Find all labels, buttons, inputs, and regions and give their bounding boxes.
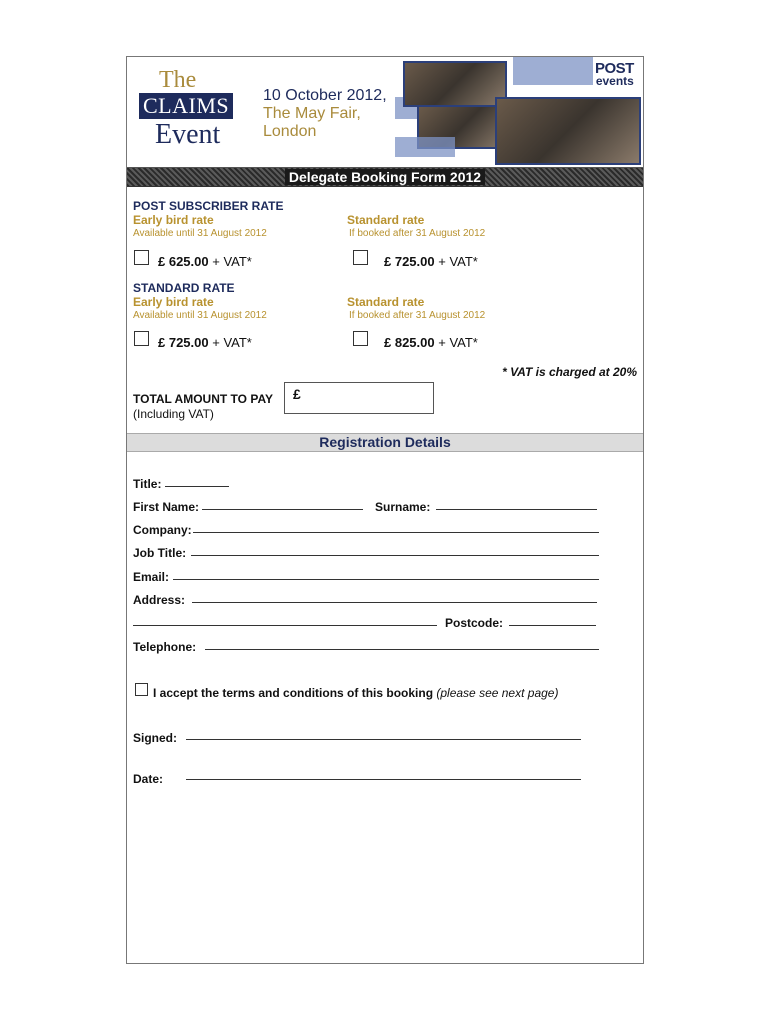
title-label: Title: (133, 477, 162, 491)
terms-checkbox[interactable] (135, 683, 148, 696)
subscriber-standard-checkbox[interactable] (353, 250, 368, 265)
postcode-field[interactable] (509, 625, 596, 626)
terms-statement: I accept the terms and conditions of this booking (153, 686, 434, 700)
email-field[interactable] (173, 579, 599, 580)
subscriber-standard-price: £ 725.00 (384, 254, 435, 269)
subscriber-standard-label: Standard rate (347, 213, 425, 227)
brand-events: events (595, 74, 634, 88)
event-dateline (263, 87, 387, 141)
logo-claims: CLAIMS (139, 93, 233, 119)
surname-label: Surname: (375, 500, 431, 514)
subscriber-standard-sub: If booked after 31 August 2012 (349, 228, 486, 239)
vat-suffix: + VAT* (438, 254, 478, 269)
booking-form-title: Delegate Booking Form 2012 (285, 169, 485, 185)
subscriber-early-price-row (158, 254, 252, 269)
telephone-field[interactable] (205, 649, 599, 650)
subscriber-early-sub: Available until 31 August 2012 (133, 228, 267, 239)
standard-standard-price: £ 825.00 (384, 335, 435, 350)
logo-the: The (159, 67, 197, 93)
date-label: Date: (133, 772, 164, 786)
brand-post: POST (595, 60, 634, 77)
subscriber-standard-price-row (384, 254, 478, 269)
standard-early-sub: Available until 31 August 2012 (133, 310, 267, 321)
company-label: Company: (133, 523, 192, 537)
total-amount-input[interactable] (284, 382, 434, 414)
total-amount-sub: (Including VAT) (133, 407, 214, 421)
standard-early-price: £ 725.00 (158, 335, 209, 350)
signed-label: Signed: (133, 731, 177, 745)
subscriber-early-checkbox[interactable] (134, 250, 149, 265)
collage-photo (495, 97, 641, 165)
email-label: Email: (133, 570, 170, 584)
registration-title-bar (127, 433, 643, 452)
standard-standard-checkbox[interactable] (353, 331, 368, 346)
subscriber-early-price: £ 625.00 (158, 254, 209, 269)
booking-form-page (126, 56, 644, 964)
standard-standard-price-row (384, 335, 478, 350)
standard-early-label: Early bird rate (133, 295, 214, 309)
first-name-label: First Name: (133, 500, 200, 514)
company-field[interactable] (193, 532, 599, 533)
total-currency: £ (293, 386, 301, 402)
collage-tile (513, 57, 593, 85)
collage-photo (403, 61, 507, 107)
subscriber-rate-heading: POST SUBSCRIBER RATE (133, 199, 284, 213)
surname-field[interactable] (436, 509, 597, 510)
vat-suffix: + VAT* (212, 254, 252, 269)
registration-title: Registration Details (319, 434, 451, 450)
standard-rate-heading: STANDARD RATE (133, 281, 235, 295)
terms-note: (please see next page) (436, 686, 559, 700)
first-name-field[interactable] (202, 509, 363, 510)
vat-note: * VAT is charged at 20% (502, 365, 637, 379)
address-line-2-field[interactable] (133, 625, 437, 626)
date-field[interactable] (186, 779, 581, 780)
subscriber-early-label: Early bird rate (133, 213, 214, 227)
standard-standard-sub: If booked after 31 August 2012 (349, 310, 486, 321)
standard-early-price-row (158, 335, 252, 350)
event-date: 10 October 2012, (263, 87, 387, 104)
total-amount-label: TOTAL AMOUNT TO PAY (133, 392, 274, 406)
job-title-field[interactable] (191, 555, 599, 556)
vat-suffix: + VAT* (212, 335, 252, 350)
logo-event: Event (155, 119, 221, 150)
title-field[interactable] (165, 486, 229, 487)
address-label: Address: (133, 593, 186, 607)
event-city: London (263, 123, 317, 140)
vat-suffix: + VAT* (438, 335, 478, 350)
telephone-label: Telephone: (133, 640, 197, 654)
signature-field[interactable] (186, 739, 581, 740)
standard-early-checkbox[interactable] (134, 331, 149, 346)
collage-tile (395, 137, 455, 157)
address-field[interactable] (192, 602, 597, 603)
event-venue: The May Fair, (263, 105, 361, 122)
terms-text (153, 686, 558, 700)
claims-event-logo (139, 67, 239, 153)
standard-standard-label: Standard rate (347, 295, 425, 309)
post-events-logo (595, 60, 634, 88)
booking-form-title-bar (127, 168, 643, 187)
postcode-label: Postcode: (445, 616, 504, 630)
header-banner (127, 57, 643, 168)
job-title-label: Job Title: (133, 546, 187, 560)
